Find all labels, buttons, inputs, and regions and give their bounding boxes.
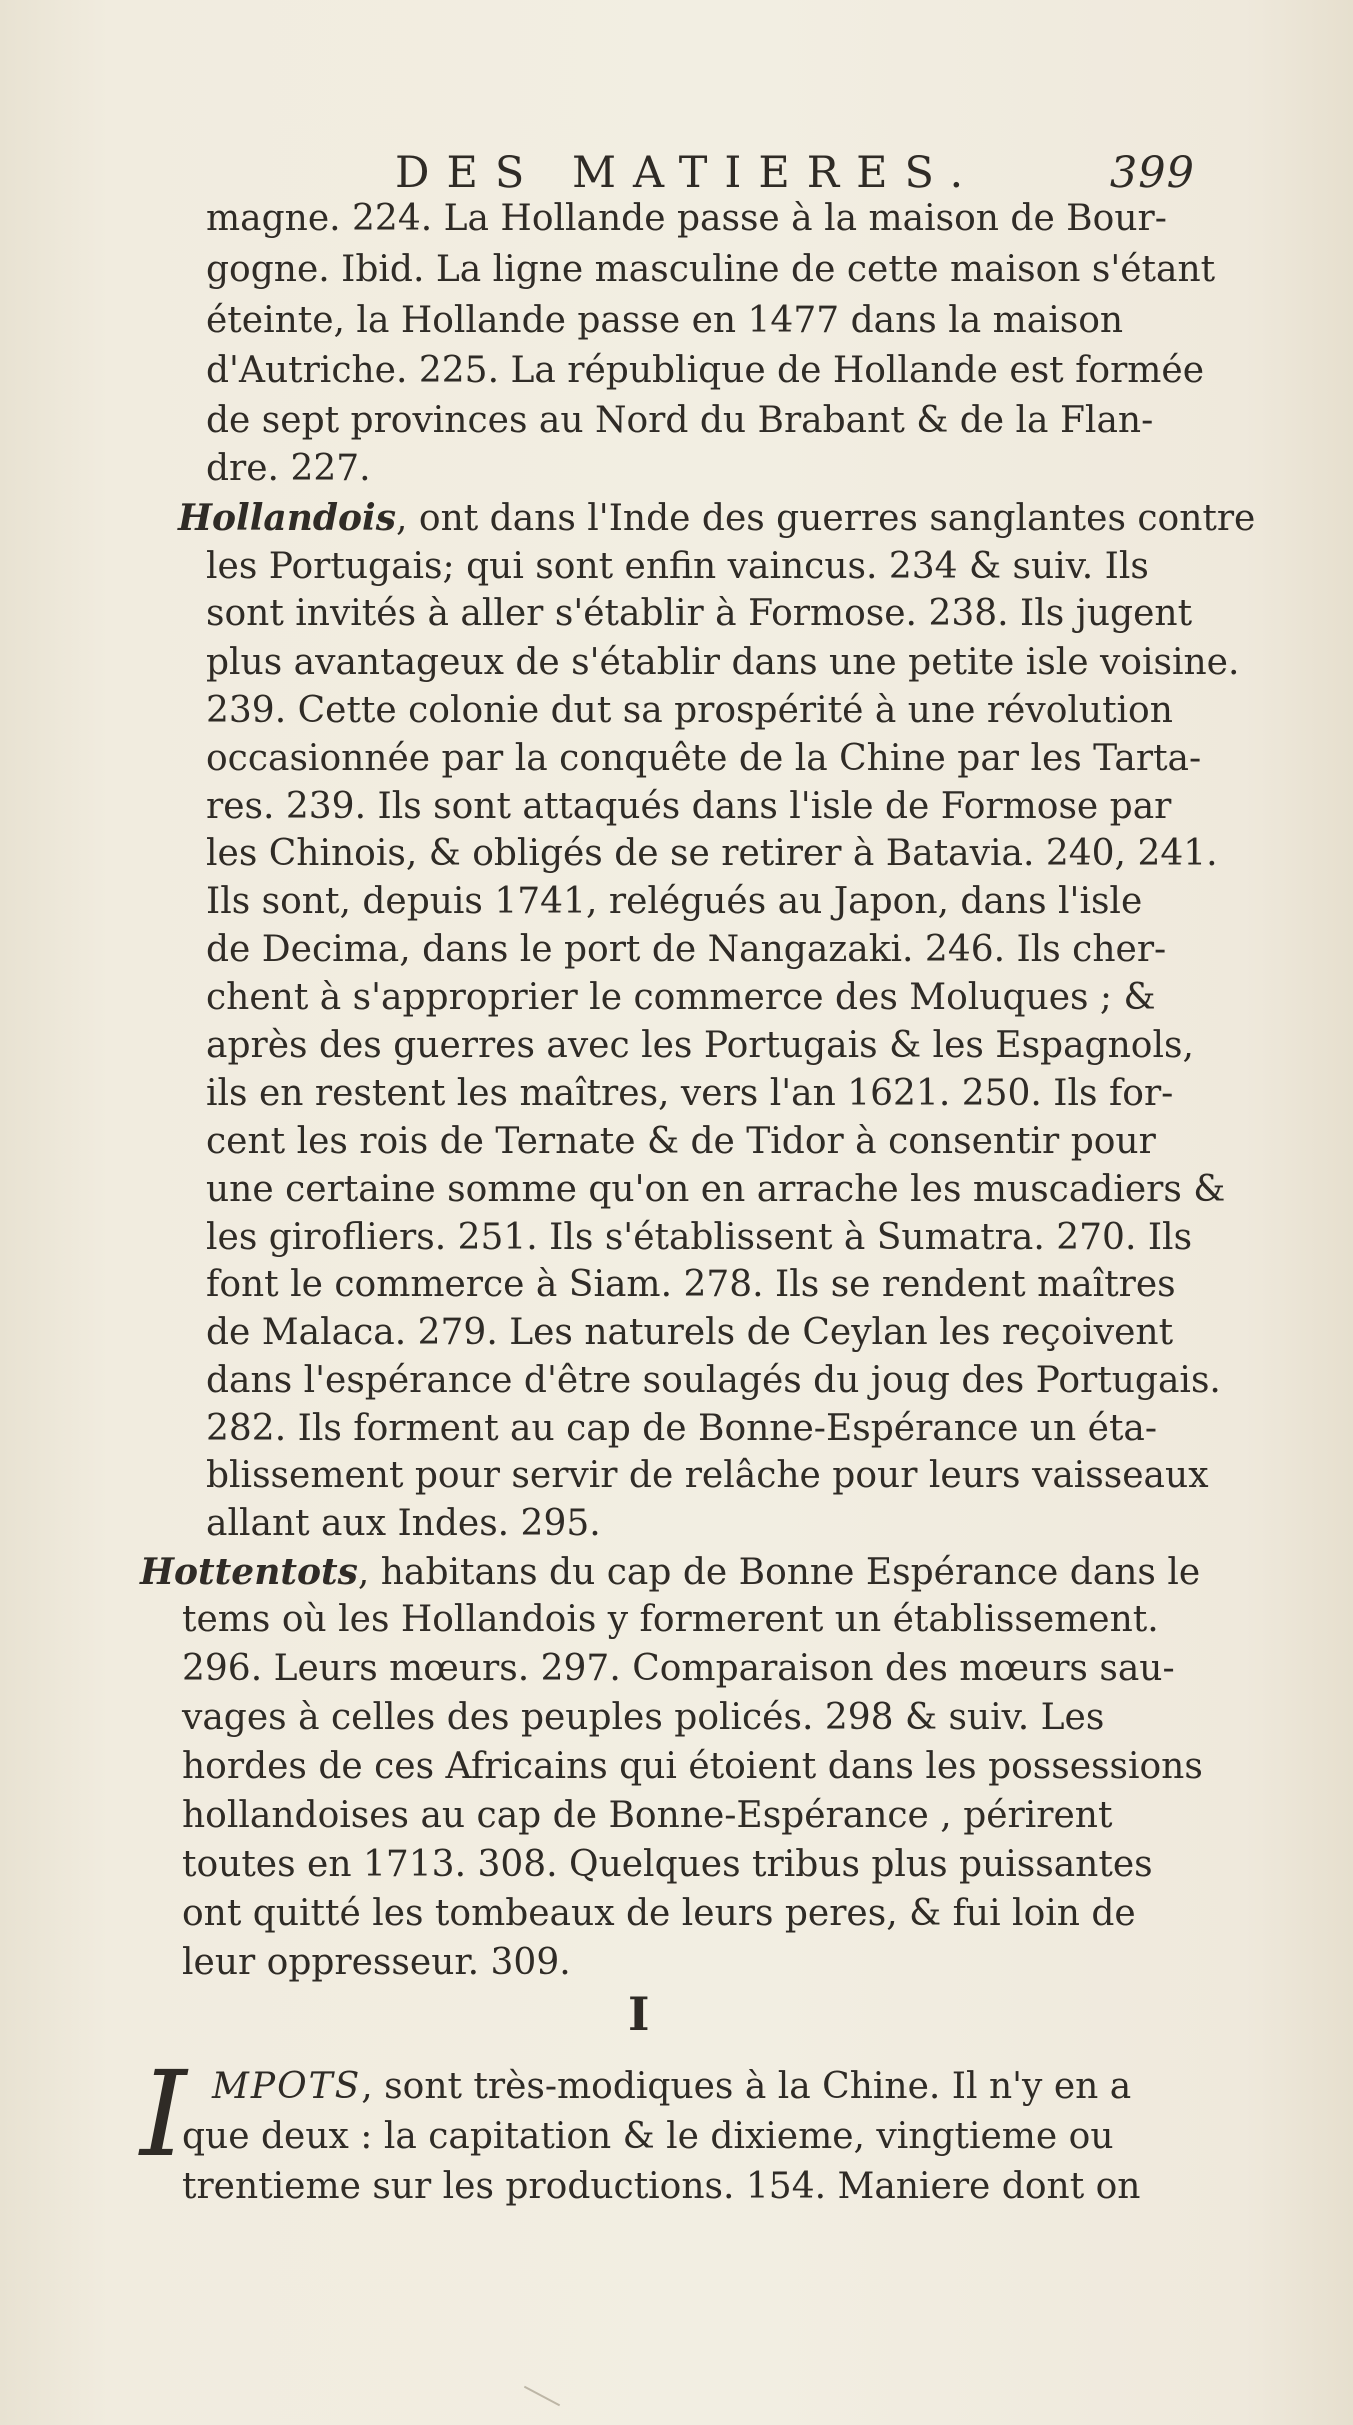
- entry-line: une certaine somme qu'on en arrache les muscadiers &: [206, 1169, 1226, 1210]
- entry-line: tems où les Hollandois y formerent un établissement.: [182, 1599, 1159, 1640]
- entry-line: de sept provinces au Nord du Brabant & de la Flan-: [206, 400, 1154, 441]
- entry-first-line-text: , ont dans l'Inde des guerres sanglantes contre: [396, 498, 1256, 539]
- entry-headword: Hottentots: [140, 1551, 358, 1593]
- page-number: 399: [1109, 148, 1195, 198]
- entry-line: les Chinois, & obligés de se retirer à Batavia. 240, 241.: [206, 833, 1218, 874]
- running-header: [395, 148, 1195, 198]
- entry-line: leur oppresseur. 309.: [182, 1942, 571, 1983]
- entry-line: hordes de ces Africains qui étoient dans les possessions: [182, 1746, 1203, 1787]
- entry-line: cent les rois de Ternate & de Tidor à consentir pour: [206, 1121, 1156, 1162]
- entry-line: allant aux Indes. 295.: [206, 1503, 601, 1544]
- entry-line: de Decima, dans le port de Nangazaki. 246. Ils cher-: [206, 929, 1167, 970]
- entry-line: occasionnée par la conquête de la Chine par les Tarta-: [206, 738, 1202, 779]
- entry-first-line-text: , habitans du cap de Bonne Espérance dans le: [357, 1552, 1201, 1593]
- entry-line: après des guerres avec les Portugais & les Espagnols,: [206, 1025, 1194, 1066]
- entry-line: les girofliers. 251. Ils s'établissent à Sumatra. 270. Ils: [206, 1217, 1193, 1258]
- running-title: DES MATIERES.: [395, 148, 981, 198]
- entry-headword: MPOTS: [212, 2066, 362, 2107]
- entry-line: dans l'espérance d'être soulagés du joug des Portugais.: [206, 1360, 1221, 1401]
- entry-line: gogne. Ibid. La ligne masculine de cette maison s'étant: [206, 249, 1216, 290]
- entry-line: 296. Leurs mœurs. 297. Comparaison des mœurs sau-: [182, 1648, 1175, 1689]
- entry-first-line: [178, 497, 1255, 540]
- entry-line: que deux : la capitation & le dixieme, vingtieme ou: [182, 2116, 1114, 2157]
- entry-line: trentieme sur les productions. 154. Maniere dont on: [182, 2166, 1141, 2207]
- entry-line: 282. Ils forment au cap de Bonne-Espérance un éta-: [206, 1408, 1158, 1449]
- entry-line: magne. 224. La Hollande passe à la maison de Bour-: [206, 198, 1167, 239]
- entry-line: hollandoises au cap de Bonne-Espérance , périrent: [182, 1795, 1113, 1836]
- entry-line: chent à s'approprier le commerce des Moluques ; &: [206, 977, 1156, 1018]
- entry-first-line: [140, 1551, 1200, 1594]
- entry-line: 239. Cette colonie dut sa prospérité à une révolution: [206, 690, 1173, 731]
- entry-line: ont quitté les tombeaux de leurs peres, & fui loin de: [182, 1893, 1136, 1934]
- entry-line: plus avantageux de s'établir dans une petite isle voisine.: [206, 642, 1240, 683]
- paper-blemish: [524, 2386, 560, 2407]
- entry-first-line-text: , sont très-modiques à la Chine. Il n'y en a: [361, 2066, 1132, 2107]
- entry-line: font le commerce à Siam. 278. Ils se rendent maîtres: [206, 1264, 1176, 1305]
- section-letter: I: [628, 1987, 650, 2041]
- entry-line: blissement pour servir de relâche pour leurs vaisseaux: [206, 1455, 1209, 1496]
- drop-cap: I: [140, 2045, 187, 2183]
- entry-line: sont invités à aller s'établir à Formose. 238. Ils jugent: [206, 593, 1193, 634]
- entry-line: dre. 227.: [206, 448, 371, 489]
- entry-headword: Hollandois: [178, 497, 397, 539]
- entry-first-line: [212, 2066, 1131, 2108]
- entry-line: Ils sont, depuis 1741, relégués au Japon, dans l'isle: [206, 881, 1143, 922]
- entry-line: les Portugais; qui sont enfin vaincus. 234 & suiv. Ils: [206, 546, 1149, 587]
- entry-line: toutes en 1713. 308. Quelques tribus plus puissantes: [182, 1844, 1153, 1885]
- entry-line: ils en restent les maîtres, vers l'an 1621. 250. Ils for-: [206, 1073, 1174, 1114]
- entry-line: vages à celles des peuples policés. 298 & suiv. Les: [182, 1697, 1105, 1738]
- entry-line: res. 239. Ils sont attaqués dans l'isle de Formose par: [206, 786, 1172, 827]
- entry-line: d'Autriche. 225. La république de Hollande est formée: [206, 350, 1205, 391]
- entry-line: éteinte, la Hollande passe en 1477 dans la maison: [206, 300, 1124, 341]
- entry-line: de Malaca. 279. Les naturels de Ceylan les reçoivent: [206, 1312, 1174, 1353]
